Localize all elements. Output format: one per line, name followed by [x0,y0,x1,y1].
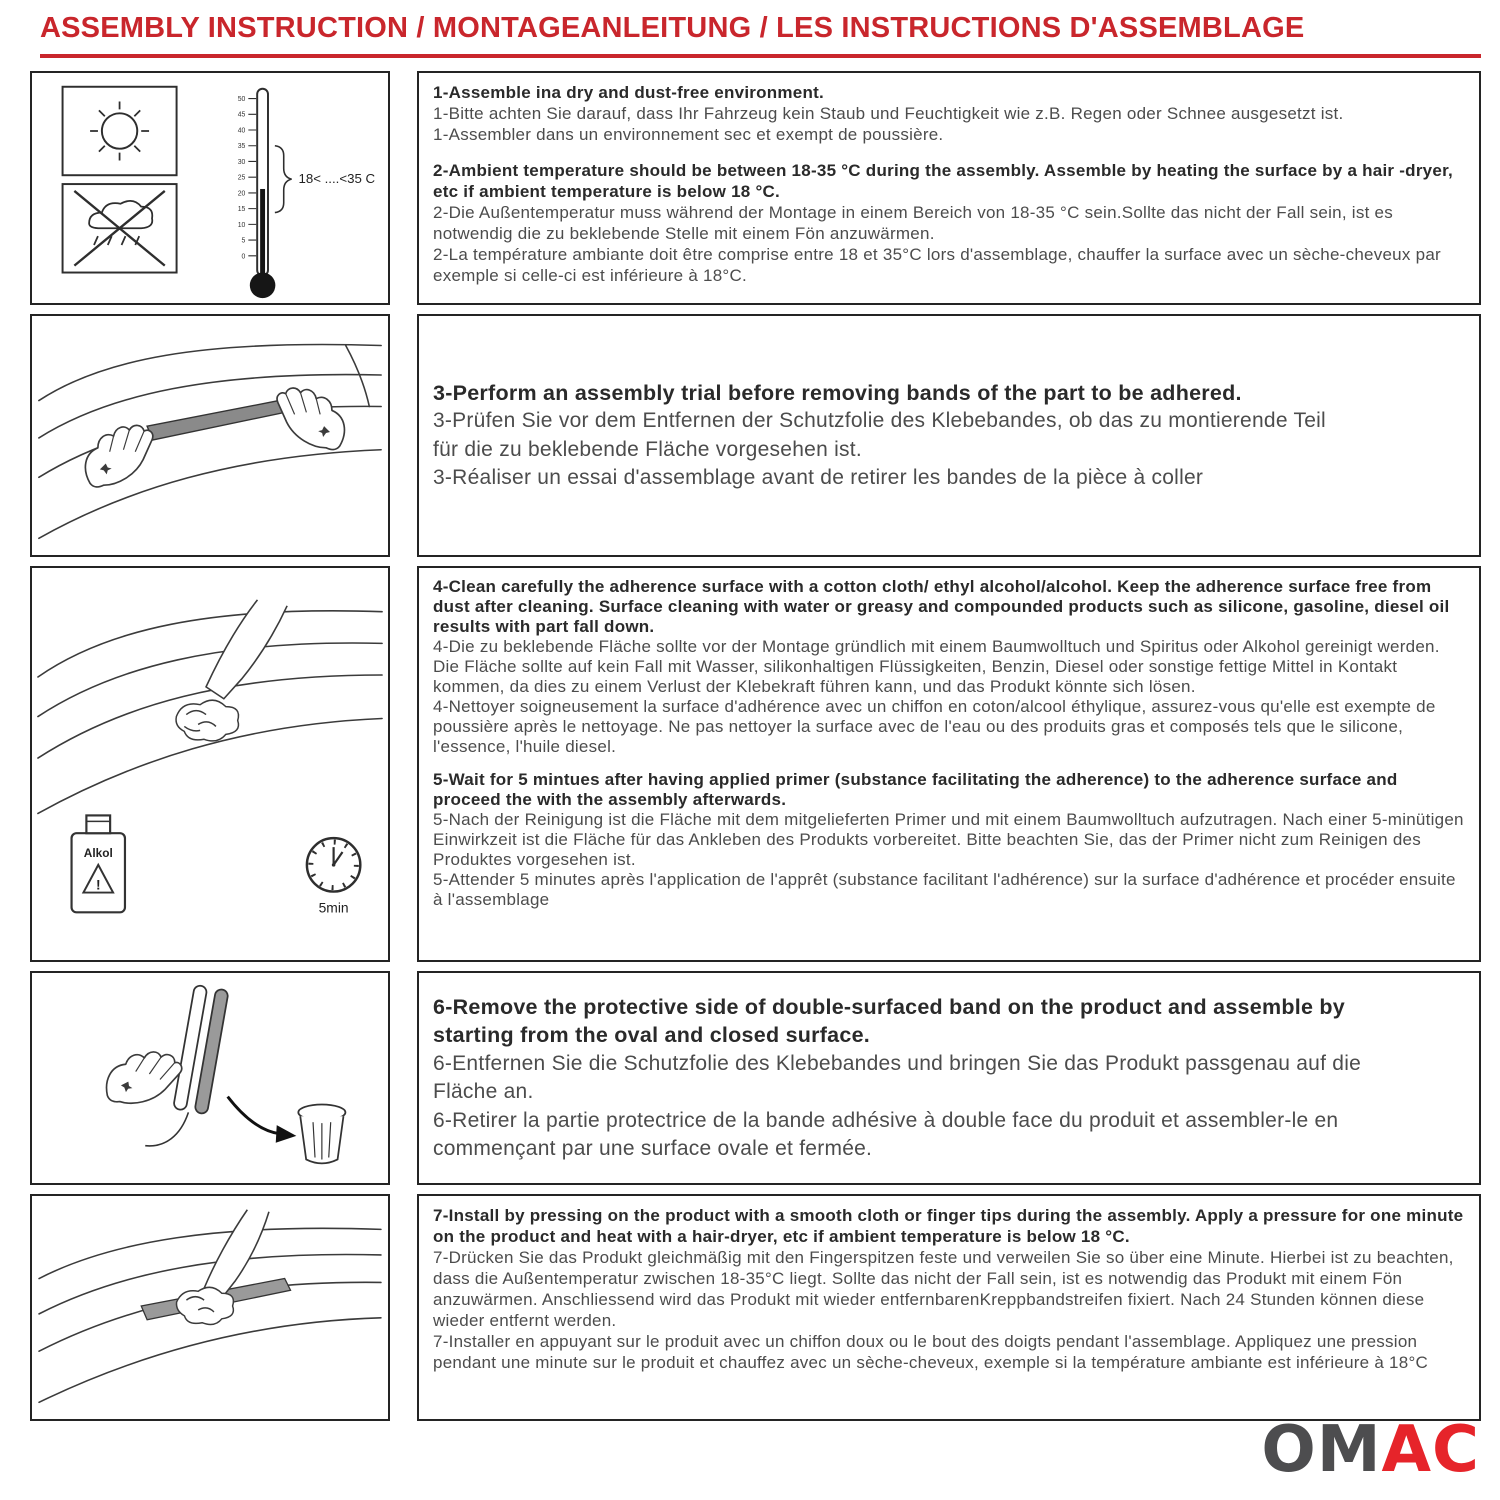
hand-icon [85,425,152,486]
instructions-box-5 [417,1194,1481,1421]
step-5-text-de: 5-Nach der Reinigung ist die Fläche mit dem mitgelieferten Primer und mit einem Baumwolltuch aufzutragen. Nach einer 5-minütigen Einwirkzeit ist die Fläche für das Ankleben des Produkts vorbereitet. Bitte beachten Sie, das der Primer nicht zum Reinigen des Produktes vorgesehen ist. [433,810,1464,869]
clock-icon [307,838,360,915]
trim-strip [147,401,285,440]
paragraph-spacer [433,145,1465,160]
thermometer-tick-label: 5 [241,237,246,245]
arrow-head [276,1125,297,1143]
thermometer-tick-label: 20 [237,190,246,198]
press-install-illustration [32,1196,388,1419]
thermometer-tick-label: 45 [237,111,246,119]
step-1-text-de: 1-Bitte achten Sie darauf, dass Ihr Fahrzeug kein Staub und Feuchtigkeit wie z.B. Regen oder Schnee ausgesetzt ist. [433,104,1344,123]
trial-fit-illustration [32,316,388,555]
instructions-box-4 [417,971,1481,1185]
thermometer-tick-label: 50 [237,96,246,104]
thermometer-tick-label: 25 [237,174,246,182]
peeled-film [145,1112,188,1146]
illustration-box-press [30,1194,390,1421]
step-7-text-de: 7-Drücken Sie das Produkt gleichmäßig mit den Fingerspitzen feste und verweilen Sie so über eine Minute. Hierbei ist zu beachten, dass die Außentemperatur zwischen 18-35°C liegt. Sollte das nicht der Fall sein, ist es notwendig das Produkt mit einem Fön anzuwärmen. Anschliessend wird das Produkt mit wieder entfernbarenKreppbandstreifen fixiert. Nach 24 Stunden können diese wieder entfernt werden. [433,1248,1454,1330]
thermometer-icon [238,89,376,298]
header-divider [40,54,1481,58]
step-6-text-en: 6-Remove the protective side of double-surfaced band on the product and assemble by starting from the oval and closed surface. [433,994,1345,1047]
step-3-text-fr: 3-Réaliser un essai d'assemblage avant de retirer les bandes de la pièce à coller [433,466,1204,489]
step-7-text-en: 7-Install by pressing on the product with a smooth cloth or finger tips during the assembly. Apply a pressure for one minute on the product and heat with a hair-dryer, etc if ambient temperature is below 18 °C. [433,1206,1464,1246]
step-4-text-fr: 4-Nettoyer soigneusement la surface d'adhérence avec un chiffon en coton/alcool éthylique, assurez-vous qu'elle est exempte de poussière après le nettoyage. Ne pas nettoyer la surface avec de l'eau ou des produits gras et composés tels que le silicone, l'essence, l'huile diesel. [433,697,1436,756]
illustration-box-cleaning [30,566,390,962]
step-2-text-fr: 2-La température ambiante doit être comprise entre 18 et 35°C lors d'assemblage, chauffer la surface avec un sèche-cheveux par exemple si celle-ci est inférieure à 18°C. [433,245,1441,285]
step-5-text-fr: 5-Attender 5 minutes après l'application de l'apprêt (substance facilitant l'adhérence) sur la surface d'adhérence et procéder ensuite à l'assemblage [433,870,1456,909]
instructions-box-2 [417,314,1481,557]
illustration-box-trial-fit [30,314,390,557]
step-1-text-en: 1-Assemble ina dry and dust-free environment. [433,83,825,102]
step-4-text-de: 4-Die zu beklebende Fläche sollte vor der Montage gründlich mit einem Baumwolltuch und Spiritus oder Alkohol gereinigt werden. Die Fläche sollte auf kein Fall mit Wasser, silikonhaltigen Flüssigkeiten, Benzin, Diesel oder sonstige fettige Mittel in Kontakt kommen, da dies zu einem Verlust der Klebekraft führen kann, und das Produkt könnte sich lösen. [433,637,1440,696]
thermometer-tick-label: 15 [237,206,246,214]
thermometer-scale [238,96,246,260]
trash-can-icon [298,1104,345,1163]
step-2-text-en: 2-Ambient temperature should be between 18-35 °C during the assembly. Assemble by heating the surface by a hair -dryer, etc if ambient temperature is below 18 °C. [433,161,1453,201]
step-3-text-en: 3-Perform an assembly trial before removing bands of the part to be adhered. [433,380,1242,405]
step-3-text-de: 3-Prüfen Sie vor dem Entfernen der Schutzfolie des Klebebandes, ob das zu montierende Teil für die zu beklebende Fläche vorgesehen ist. [433,409,1326,461]
peel-band-illustration [32,973,388,1183]
step-7-text-fr: 7-Installer en appuyant sur le produit avec un chiffon doux ou le bout des doigts pendant l'assemblage. Appliquez une pression pendant une minute sur le produit et chauffez avec un sèche-cheveux, exemple si la température ambiante est inférieure à 18°C [433,1332,1429,1372]
step-6-text-de: 6-Entfernen Sie die Schutzfolie des Klebebandes und bringen Sie das Produkt passgenau auf die Fläche an. [433,1051,1362,1103]
brand-logo-red: AC [1381,1413,1480,1487]
illustration-box-environment [30,71,390,305]
thermometer-tick-label: 30 [237,158,246,166]
environment-illustration [32,73,388,303]
step-1-text-fr: 1-Assembler dans un environnement sec et exempt de poussière. [433,125,944,144]
step-6-text-fr: 6-Retirer la partie protectrice de la bande adhésive à double face du produit et assembler-le en commençant par une surface ovale et fermée. [433,1108,1339,1160]
thermometer-tick-label: 40 [237,127,246,135]
instructions-box-3 [417,566,1481,962]
instructions-box-1 [417,71,1481,305]
adhesive-strips [173,985,229,1115]
pressing-cloth-icon [177,1287,234,1324]
temp-range-label: 18< ....<35 C [298,171,376,187]
hand-icon [277,388,344,449]
alcohol-bottle-icon [72,815,125,912]
warning-mark: ! [95,876,101,893]
cleaning-illustration [32,568,388,960]
arrow [228,1097,281,1134]
step-5-text-en: 5-Wait for 5 mintues after having applied primer (substance facilitating the adherence) to the adherence surface and proceed the with the assembly afterwards. [433,770,1398,809]
step-4-text-en: 4-Clean carefully the adherence surface with a cotton cloth/ ethyl alcohol/alcohol. Keep the adherence surface free from dust after cleaning. Surface cleaning with water or greasy and compounded products such as silicone, gasoline, diesel oil results with part fall down. [433,577,1450,636]
wait-time-label: 5min [318,899,349,916]
cleaning-cloth-icon [176,700,238,741]
thermometer-tick-label: 35 [237,143,246,151]
thermometer-tick-label: 10 [237,221,246,229]
thermometer-tick-label: 0 [241,253,246,261]
page-title: ASSEMBLY INSTRUCTION / MONTAGEANLEITUNG / LES INSTRUCTIONS D'ASSEMBLAGE [40,12,1305,44]
brand-logo [1261,1413,1480,1487]
illustration-box-peel-band [30,971,390,1185]
range-brace [275,146,292,213]
paragraph-spacer [433,757,1465,770]
alcohol-bottle-label: Alkol [83,845,113,860]
hand-icon [102,1039,185,1118]
brand-logo-gray: OM [1261,1413,1382,1487]
step-2-text-de: 2-Die Außentemperatur muss während der Montage in einem Bereich von 18-35 °C sein.Sollte das nicht der Fall sein, ist es notwendig die zu beklebende Stelle mit einem Fön anzuwärmen. [433,203,1393,243]
